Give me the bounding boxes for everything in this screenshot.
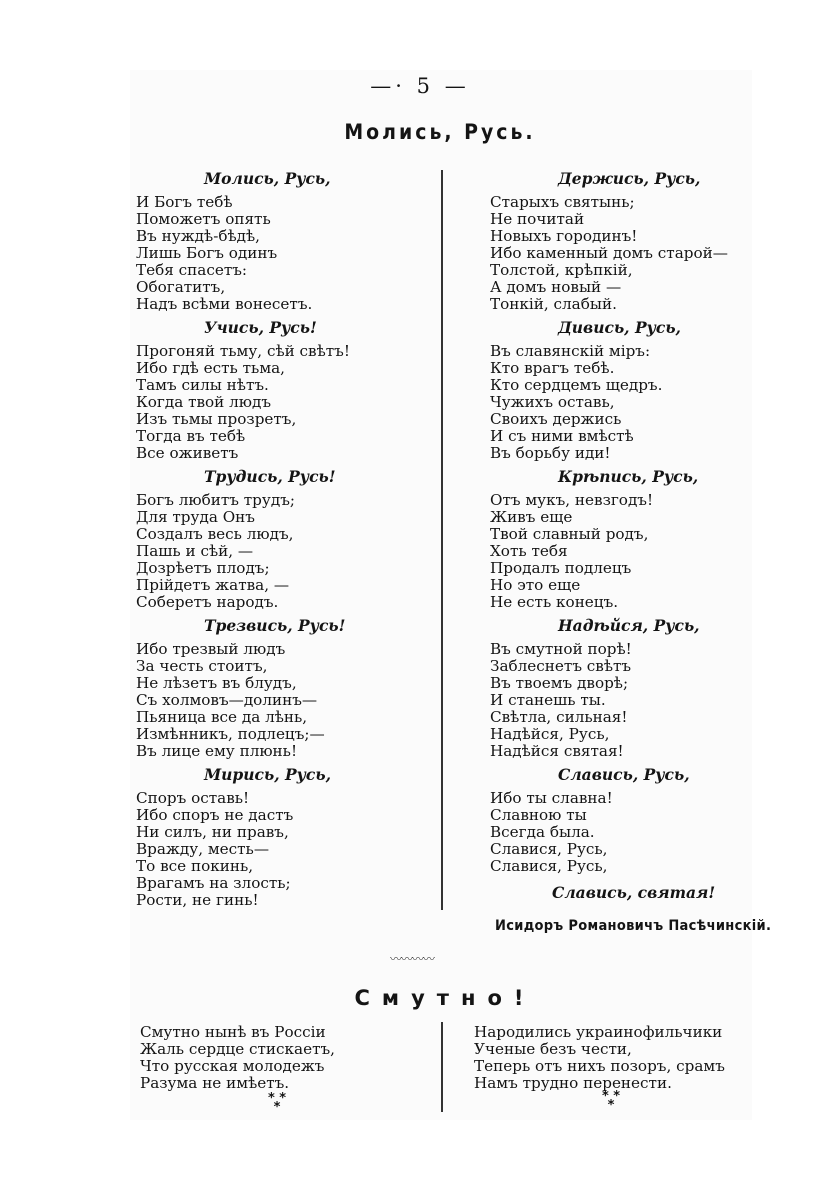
verse-line: Тогда въ тебѣ [136,427,246,445]
stanza-refrain: Молись, Русь, [204,169,331,188]
stars-ornament-left: * * * [267,1091,287,1115]
verse-line: Продалъ подлецъ [490,559,632,577]
stanza-refrain: Надѣйся, Русь, [558,616,700,635]
verse-line: Въ нуждѣ-бѣдѣ, [136,227,260,245]
verse-line: Соберетъ народъ. [136,593,279,611]
verse-line: Славися, Русь, [490,840,608,858]
verse-line: Прійдетъ жатва, — [136,576,290,594]
verse-line: Изъ тьмы прозретъ, [136,410,297,428]
verse-line: Измѣнникъ, подлецъ;— [136,725,325,743]
verse-line: Ибо ты славна! [490,789,613,807]
verse-line: Рости, не гинь! [136,891,259,909]
verse-line: Жаль сердце стискаетъ, [140,1040,335,1058]
verse-line: Въ борьбу иди! [490,444,611,462]
poem1-title: Молись, Русь. [344,120,536,144]
verse-line: Все оживетъ [136,444,239,462]
verse-line: И Богъ тебѣ [136,193,233,211]
verse-line: Своихъ держись [490,410,622,428]
verse-line: Тебя спасетъ: [136,261,248,279]
verse-line: Не лѣзетъ въ блудъ, [136,674,297,692]
verse-line: Теперь отъ нихъ позоръ, срамъ [474,1057,725,1075]
verse-line: Споръ оставь! [136,789,250,807]
verse-line: Поможетъ опять [136,210,271,228]
verse-line: Новыхъ городинъ! [490,227,638,245]
verse-line: Отъ мукъ, невзгодъ! [490,491,654,509]
verse-line: Но это еще [490,576,581,594]
verse-line: Кто сердцемъ щедръ. [490,376,663,394]
verse-line: Твой славный родъ, [490,525,649,543]
stanza-refrain: Учись, Русь! [204,318,317,337]
verse-line: Тамъ силы нѣтъ. [136,376,269,394]
verse-line: Врагамъ на злость; [136,874,291,892]
verse-line: Пашь и сѣй, — [136,542,254,560]
verse-line: Всегда была. [490,823,595,841]
verse-line: Что русская молодежъ [140,1057,325,1075]
verse-line: А домъ новый — [490,278,622,296]
verse-line: Намъ трудно перенести. [474,1074,672,1092]
page-number-value: 5 [416,74,435,98]
stanza-refrain: Мирись, Русь, [204,765,331,784]
verse-line: Въ твоемъ дворѣ; [490,674,629,692]
verse-line: Славися, Русь, [490,857,608,875]
verse-line: Старыхъ святынь; [490,193,635,211]
poem1-right-column [490,164,728,875]
verse-line: Надѣйся, Русь, [490,725,610,743]
poem2-left-column [140,1024,335,1092]
verse-line: Обогатитъ, [136,278,226,296]
verse-line: Славною ты [490,806,587,824]
verse-line: Ибо споръ не дастъ [136,806,294,824]
verse-line: Пьяница все да лѣнь, [136,708,308,726]
verse-line: Живъ еще [490,508,573,526]
stars-ornament-right: * * * [601,1089,621,1113]
verse-line: Ибо трезвый людъ [136,640,286,658]
poem1-author: Исидоръ Романовичъ Пасѣчинскій. [495,918,772,934]
column-divider-2 [441,1022,443,1112]
poem2-title: Смутно! [354,986,536,1010]
verse-line: Ибо гдѣ есть тьма, [136,359,286,377]
verse-line: Ученые безъ чести, [474,1040,632,1058]
verse-line: То все покинь, [136,857,254,875]
poem2-right-column [474,1024,725,1092]
verse-line: Заблеснетъ свѣтъ [490,657,632,675]
wavy-divider: 〰〰〰〰 [390,952,435,966]
verse-line: Создалъ весь людъ, [136,525,294,543]
verse-line: Надѣйся святая! [490,742,624,760]
verse-line: Народились украинофильчики [474,1023,723,1041]
verse-line: Въ смутной порѣ! [490,640,632,658]
verse-line: Не почитай [490,210,585,228]
verse-line: Съ холмовъ—долинъ— [136,691,318,709]
verse-line: Ни силъ, ни правъ, [136,823,289,841]
verse-line: Чужихъ оставь, [490,393,615,411]
verse-line: Вражду, месть— [136,840,270,858]
verse-line: И станешь ты. [490,691,606,709]
poem1-left-column [136,164,350,909]
verse-line: Кто врагъ тебѣ. [490,359,615,377]
stanza-refrain: Славись, Русь, [558,765,690,784]
verse-line: Хоть тебя [490,542,568,560]
verse-line: Разума не имѣетъ. [140,1074,290,1092]
verse-line: Надъ всѣми вонесетъ. [136,295,313,313]
verse-line: Богъ любитъ трудъ; [136,491,295,509]
stanza-refrain: Дивись, Русь, [558,318,681,337]
verse-line: Прогоняй тьму, сѣй свѣтъ! [136,342,350,360]
verse-line: Толстой, крѣпкій, [490,261,633,279]
verse-line: Ибо каменный домъ старой— [490,244,728,262]
verse-line: Лишь Богъ одинъ [136,244,278,262]
verse-line: Смутно нынѣ въ Россіи [140,1023,326,1041]
stanza-refrain: Держись, Русь, [558,169,701,188]
verse-line: Въ славянскій міръ: [490,342,651,360]
verse-line: Не есть конецъ. [490,593,619,611]
stanza-refrain: Трудись, Русь! [204,467,336,486]
verse-line: Въ лице ему плюнь! [136,742,298,760]
poem1-closing: Славись, святая! [552,883,716,902]
stanza-refrain: Крѣпись, Русь, [558,467,699,486]
column-divider [441,170,443,910]
stanza-refrain: Трезвись, Русь! [204,616,346,635]
verse-line: И съ ними вмѣстѣ [490,427,634,445]
verse-line: За честь стоитъ, [136,657,268,675]
verse-line: Дозрѣетъ плодъ; [136,559,270,577]
verse-line: Тонкій, слабый. [490,295,617,313]
page-number: —· 5 — [370,74,470,98]
verse-line: Свѣтла, сильная! [490,708,628,726]
verse-line: Для труда Онъ [136,508,255,526]
verse-line: Когда твой людъ [136,393,272,411]
